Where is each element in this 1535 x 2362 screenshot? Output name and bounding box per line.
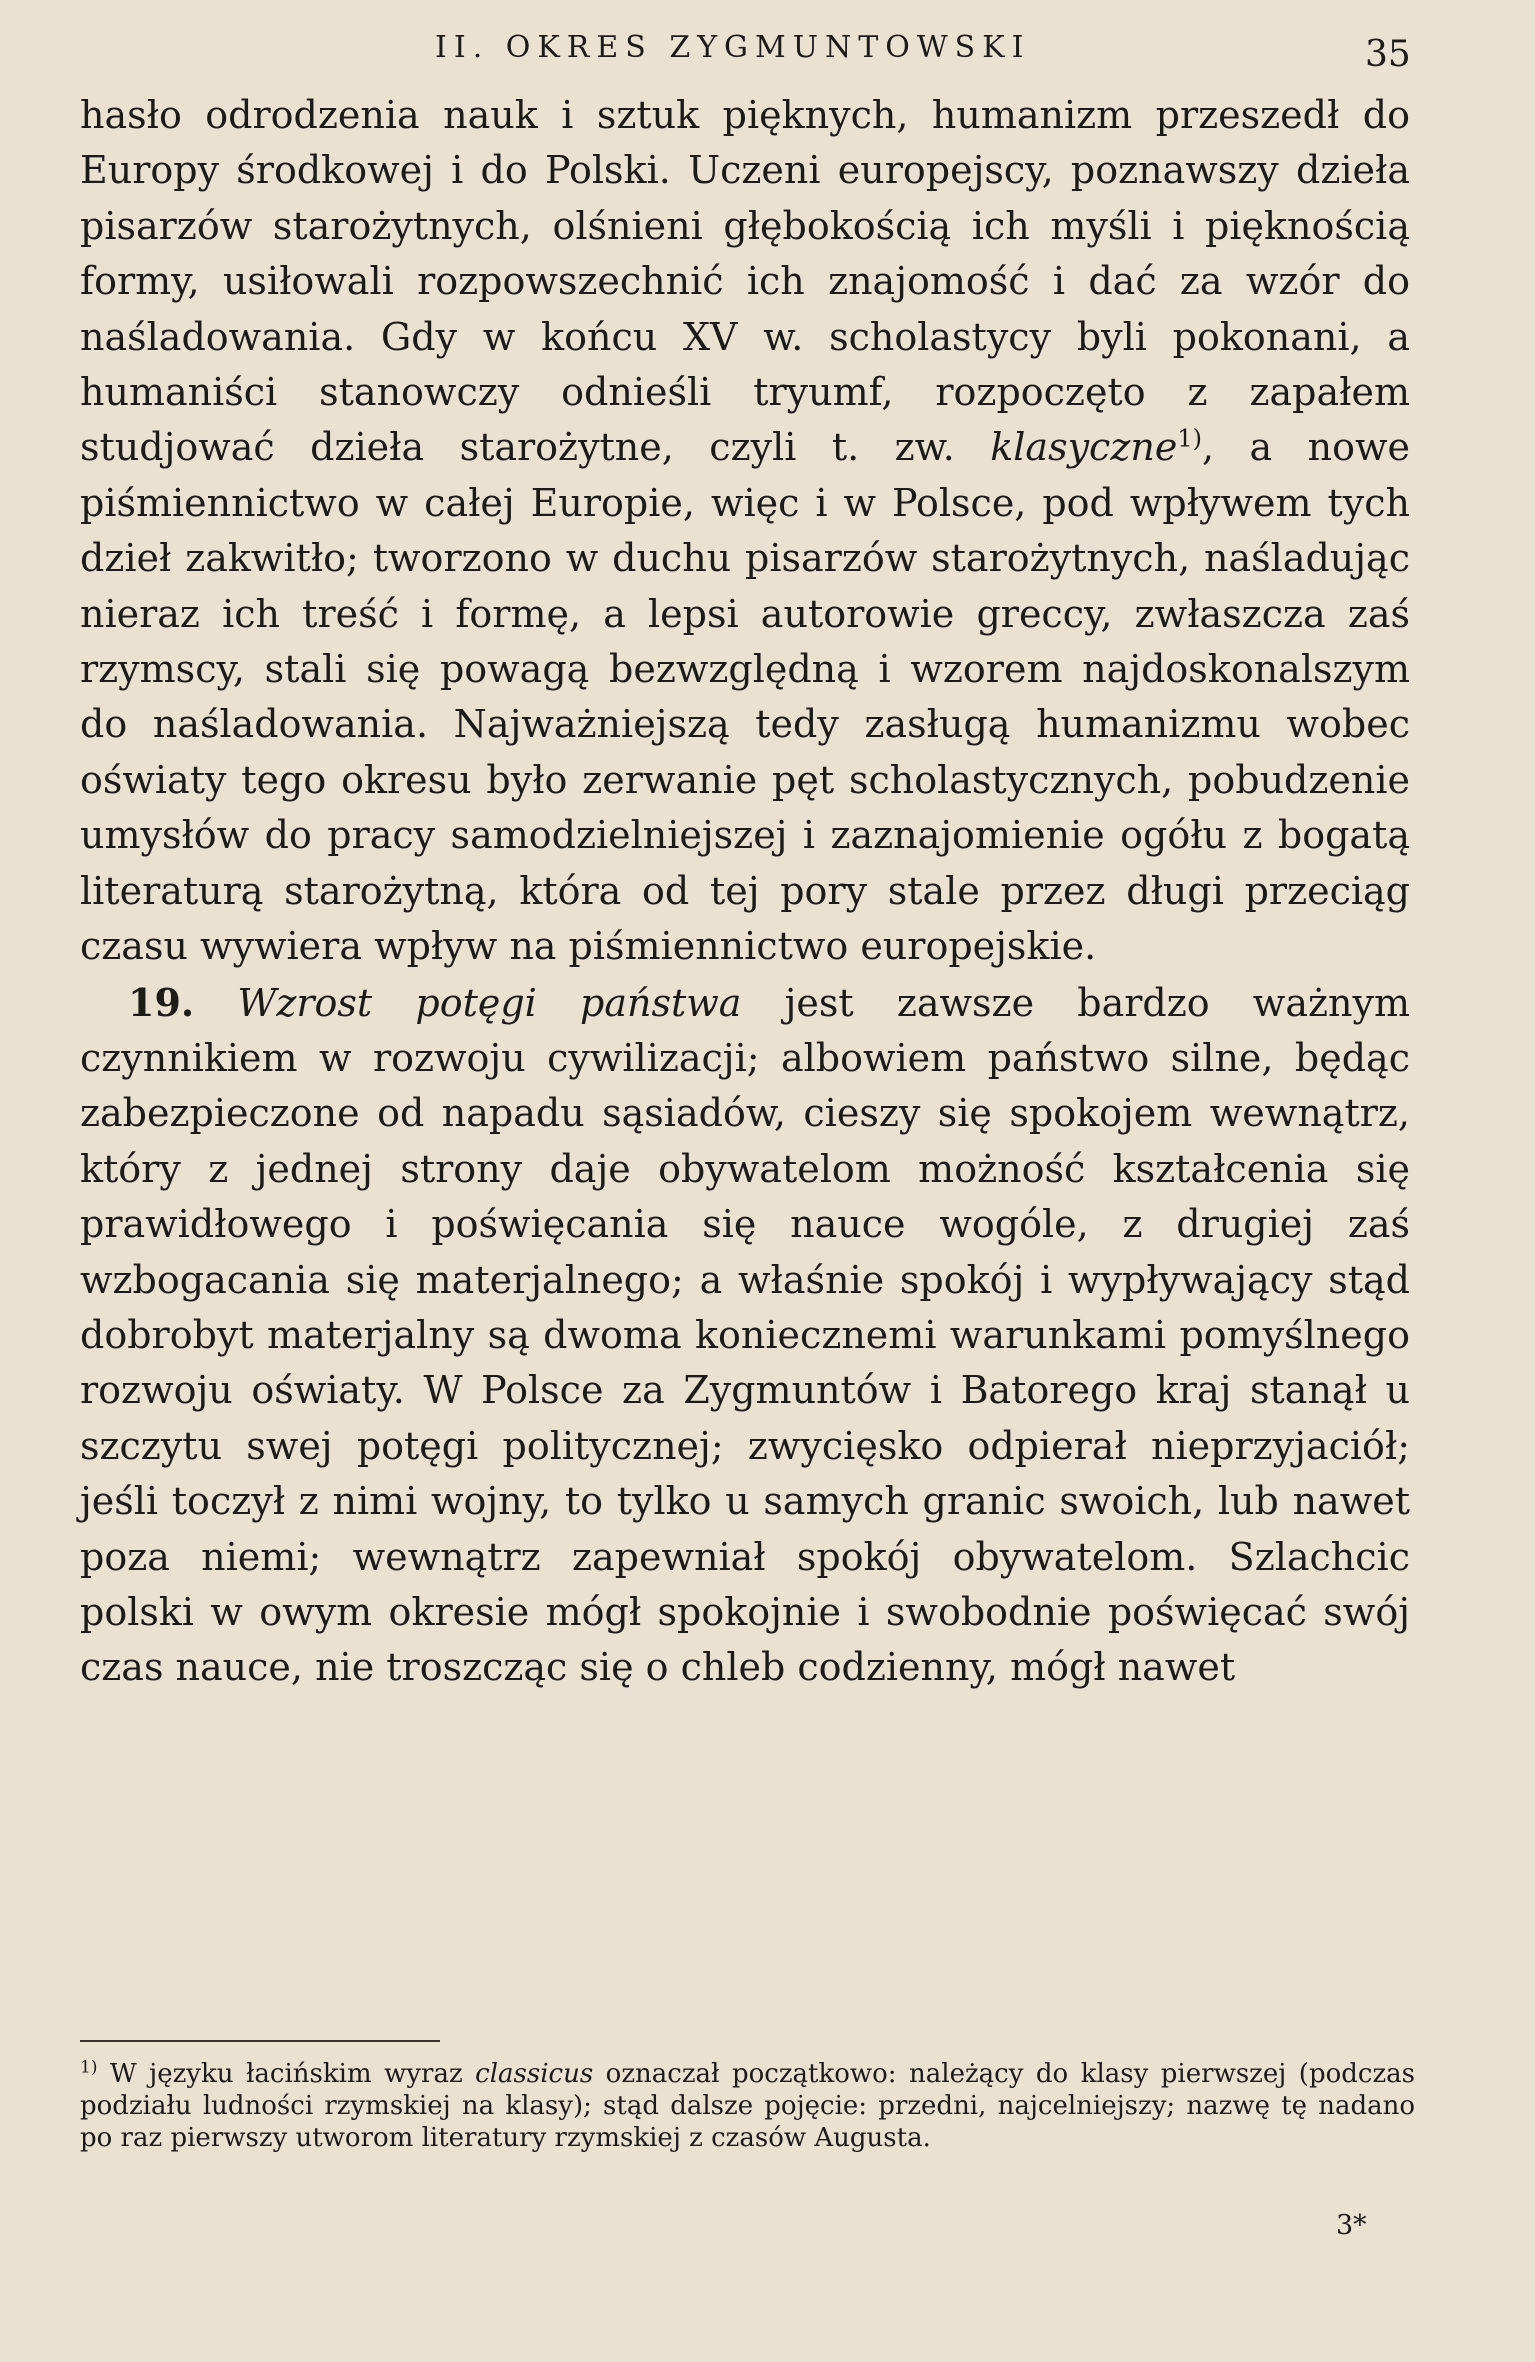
footnote-mark: 1): [80, 2057, 98, 2078]
footnote-text-start: W języku łacińskim wyraz: [97, 2059, 476, 2089]
paragraph-humanism-continuation: , a nowe piśmiennictwo w całej Europie, więc i w Polsce, pod wpływem tych dzieł zakwitło; tworzono w duchu pisarzów starożytnych, naśladując nieraz ich treść i formę, a lepsi autorowie greccy, zwłaszcza zaś rzymscy, stali się powagą bezwzględną i wzorem najdoskonalszym do naśladowania. Najważniejszą tedy zasługą humanizmu wobec oświaty tego okresu było zerwanie pęt scholastycznych, pobudzenie umysłów do pracy samodzielniejszej i zaznajomienie ogółu z bogatą literaturą starożytną, która od tej pory stale przez długi przeciąg czasu wywiera wpływ na piśmiennictwo europejskie.: [80, 425, 1410, 969]
main-text: [80, 88, 1410, 1696]
running-title: II. OKRES ZYGMUNTOWSKI: [435, 30, 1031, 65]
emphasis-klasyczne: klasyczne: [990, 425, 1178, 470]
footnote-text-end: oznaczał początkowo: należący do klasy pierwszej (podczas podziału ludności rzymskiej na klasy); stąd dalsze pojęcie: przedni, najcelniejszy; nazwę tę nadano po raz pierwszy utworom literatury rzymskiej z czasów Augusta.: [80, 2059, 1415, 2153]
sheet-signature: 3*: [1336, 2210, 1367, 2241]
section-19: [80, 975, 1410, 1696]
section-number: 19.: [128, 979, 195, 1025]
footnote-term: classicus: [475, 2059, 594, 2089]
section-title: Wzrost potęgi państwa: [237, 980, 742, 1025]
footnote: [80, 2058, 1415, 2154]
paragraph-humanism-text: hasło odrodzenia nauk i sztuk pięknych, humanizm przeszedł do Europy środkowej i do Polski. Uczeni europejscy, poznawszy dzieła pisarzów starożytnych, olśnieni głębokością ich myśli i pięknością formy, usiłowali rozpowszechnić ich znajomość i dać za wzór do naśladowania. Gdy w końcu XV w. scholastycy byli pokonani, a humaniści stanowczy odnieśli tryumf, rozpoczęto z zapałem studjować dzieła starożytne, czyli t. zw.: [80, 93, 1410, 470]
section-19-text: jest zawsze bardzo ważnym czynnikiem w rozwoju cywilizacji; albowiem państwo silne, będąc zabezpieczone od napadu sąsiadów, cieszy się spokojem wewnątrz, który z jednej strony daje obywatelom możność kształcenia się prawidłowego i poświęcania się nauce wogóle, z drugiej zaś wzbogacania się materjalnego; a właśnie spokój i wypływający stąd dobrobyt materjalny są dwoma koniecznemi warunkami pomyślnego rozwoju oświaty. W Polsce za Zygmuntów i Batorego kraj stanął u szczytu swej potęgi politycznej; zwycięsko odpierał nieprzyjaciół; jeśli toczył z nimi wojny, to tylko u samych granic swoich, lub nawet poza niemi; wewnątrz zapewniał spokój obywatelom. Szlachcic polski w owym okresie mógł spokojnie i swobodnie poświęcać swój czas nauce, nie troszcząc się o chleb codzienny, mógł nawet: [80, 980, 1410, 1690]
paragraph-humanism: [80, 88, 1410, 975]
page-header: [0, 30, 1535, 80]
footnote-reference: 1): [1177, 424, 1202, 453]
page-number: 35: [1365, 34, 1411, 75]
footnote-divider: [80, 2040, 440, 2042]
